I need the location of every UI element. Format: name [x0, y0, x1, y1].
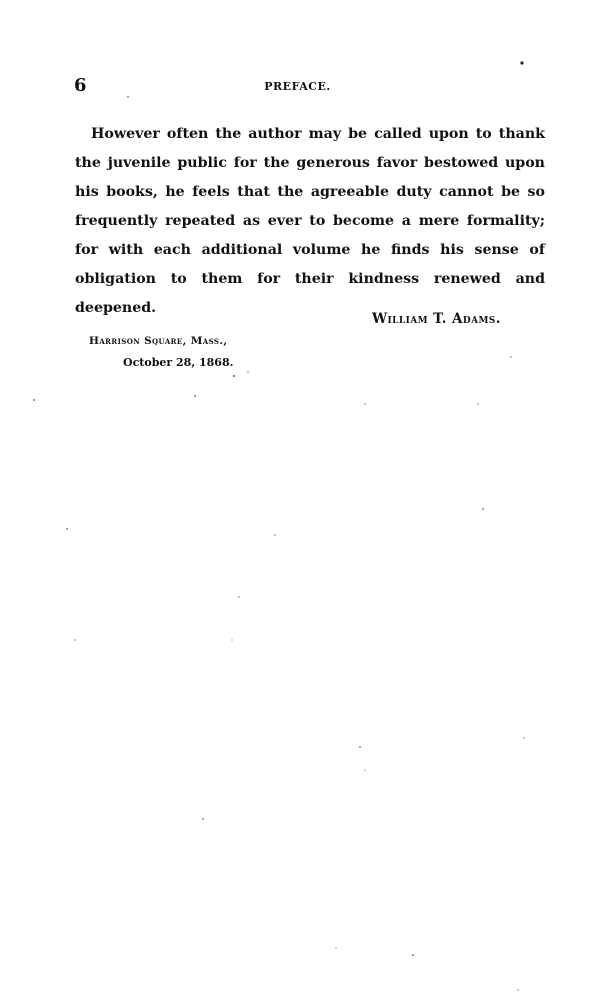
speck: [274, 534, 275, 535]
preface-paragraph: However often the author may be called upon to thank the juvenile public for the generous favor bestowed upon his books, he feels that the agreeable duty cannot be so frequently repeated as ever to become a mere formality; for with each additional volume he finds his sense of obligation to them for their kindness renewed and deepened.: [75, 126, 545, 316]
speck: [517, 989, 518, 990]
speck: [523, 737, 524, 738]
speck: [202, 818, 203, 819]
speck: [127, 96, 128, 97]
place-line: Harrison Square, Mass.,: [89, 335, 228, 347]
speck: [520, 61, 523, 64]
speck: [364, 403, 365, 404]
page-number: 6: [74, 75, 87, 96]
speck: [477, 403, 478, 404]
speck: [482, 508, 483, 509]
speck: [247, 371, 248, 372]
running-head: PREFACE.: [264, 80, 331, 93]
author-signature: William T. Adams.: [372, 311, 501, 327]
speck: [33, 399, 35, 401]
speck: [194, 395, 196, 397]
speck: [359, 746, 360, 747]
date-line: October 28, 1868.: [123, 356, 234, 369]
speck: [238, 596, 239, 597]
speck: [233, 375, 235, 377]
speck: [510, 356, 511, 357]
speck: [232, 640, 233, 641]
speck: [365, 770, 366, 771]
speck: [336, 948, 337, 949]
speck: [74, 639, 75, 640]
speck: [412, 954, 414, 956]
speck: [66, 528, 67, 529]
